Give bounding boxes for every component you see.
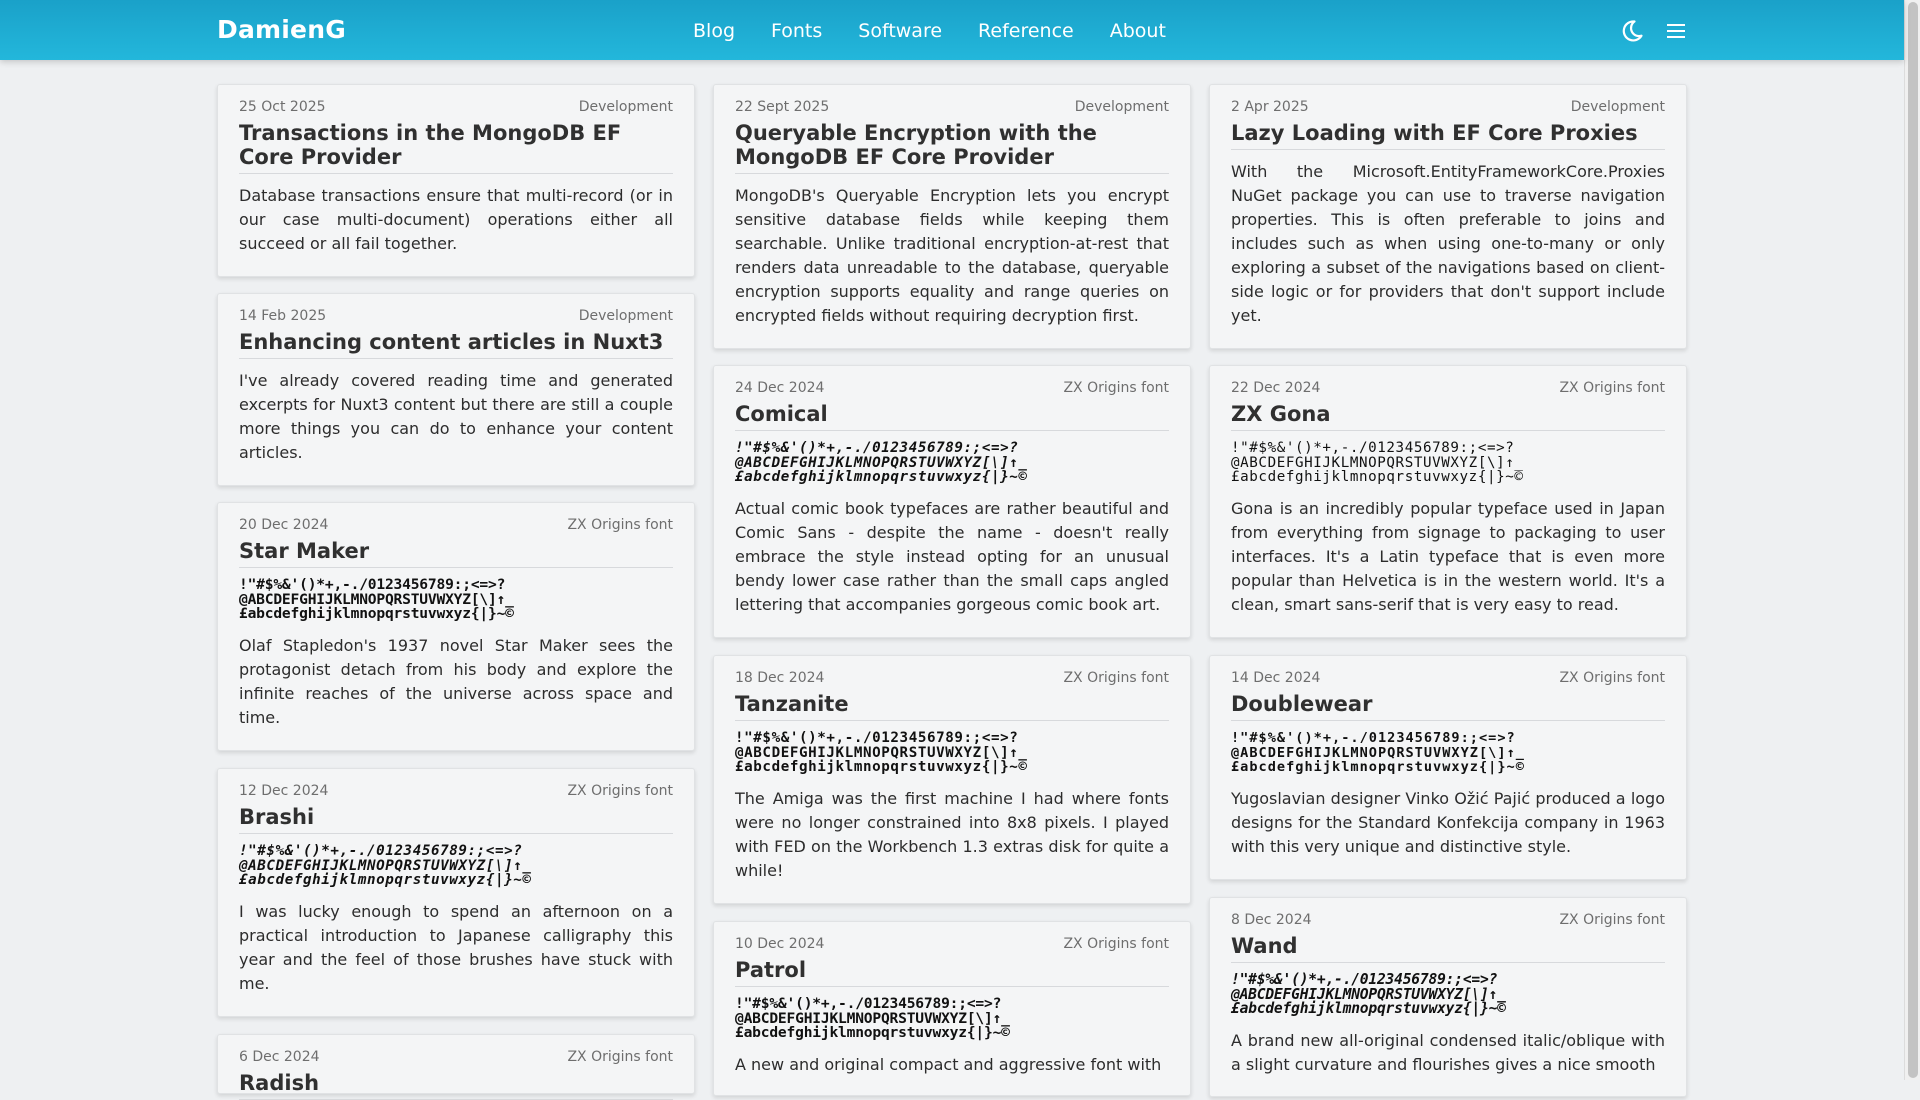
font-preview-image[interactable] [1231,731,1665,775]
font-sample-line: £abcdefghijklmnopqrstuvwxyz{|}~© [239,605,514,622]
menu-button[interactable] [1663,18,1689,44]
post-excerpt: Yugoslavian designer Vinko Ožić Pajić produced a logo designs for the Standard Konfekcija company in 1963 with this very unique and distinctive style. [1231,789,1665,856]
moon-icon [1620,19,1644,43]
post-excerpt: A new and original compact and aggressive font with [735,1055,1162,1074]
post-category[interactable]: ZX Origins font [1559,912,1665,928]
font-preview-image[interactable] [239,844,673,888]
post-title[interactable]: Queryable Encryption with the MongoDB EF Core Provider [735,121,1169,174]
font-sample-line: £abcdefghijklmnopqrstuvwxyz{|}~© [735,1024,1010,1041]
post-excerpt: Database transactions ensure that multi-record (or in our case multi-document) operations either all succeed or all fail together. [239,186,673,253]
font-sample-line: @ABCDEFGHIJKLMNOPQRSTUVWXYZ[\]↑_ [239,857,532,874]
post-category[interactable]: Development [1074,99,1169,115]
post-excerpt: The Amiga was the first machine I had where fonts were no longer constrained into 8x8 pixels. I played with FED on the Workbench 1.3 extras disk for quite a while! [735,789,1169,880]
font-preview-image[interactable] [735,731,1169,775]
page-scrollbar[interactable] [1904,0,1920,1080]
post-date: 10 Dec 2024 [735,936,825,952]
post-date: 14 Dec 2024 [1231,670,1321,686]
font-preview-image[interactable] [735,441,1169,485]
post-date: 12 Dec 2024 [239,783,329,799]
font-sample-line: £abcdefghijklmnopqrstuvwxyz{|}~© [735,759,1028,775]
post-category[interactable]: Development [578,308,673,324]
nav-blog[interactable]: Blog [693,20,735,42]
font-sample-line: @ABCDEFGHIJKLMNOPQRSTUVWXYZ[\]↑_ [1231,454,1524,471]
post-date: 8 Dec 2024 [1231,912,1312,928]
font-sample-line: @ABCDEFGHIJKLMNOPQRSTUVWXYZ[\]↑_ [735,1009,1010,1027]
site-header [0,0,1904,60]
dark-mode-toggle[interactable] [1619,18,1645,44]
post-title[interactable]: Comical [735,402,1169,431]
font-sample-line: £abcdefghijklmnopqrstuvwxyz{|}~© [1231,759,1525,775]
post-category[interactable]: ZX Origins font [1559,380,1665,396]
font-sample-line: !"#$%&'()*+,-./0123456789:;<=>? [239,576,506,593]
post-card[interactable] [217,502,695,751]
post-card[interactable] [217,84,695,277]
font-sample-line: £abcdefghijklmnopqrstuvwxyz{|}~© [1231,1000,1506,1017]
font-sample-line: @ABCDEFGHIJKLMNOPQRSTUVWXYZ[\]↑_ [239,590,514,608]
post-card[interactable] [713,84,1191,349]
post-title[interactable]: Star Maker [239,539,673,568]
post-excerpt: I've already covered reading time and generated excerpts for Nuxt3 content but there are still a couple more things you can do to enhance your content articles. [239,371,673,462]
font-sample-line: !"#$%&'()*+,-./0123456789:;<=>? [735,995,1002,1012]
post-card[interactable] [713,921,1191,1096]
post-title[interactable]: Wand [1231,934,1665,963]
font-sample-line: !"#$%&'()*+,-./0123456789:;<=>? [1231,971,1498,988]
nav-fonts[interactable]: Fonts [771,20,823,42]
post-card[interactable] [217,1034,695,1094]
scrollbar-thumb[interactable] [1908,2,1918,1078]
post-date: 2 Apr 2025 [1231,99,1309,115]
post-date: 24 Dec 2024 [735,380,825,396]
post-date: 22 Dec 2024 [1231,380,1321,396]
font-sample-line: £abcdefghijklmnopqrstuvwxyz{|}~© [735,469,1028,485]
font-preview-image[interactable] [1231,973,1665,1017]
post-card[interactable] [1209,655,1687,880]
font-sample-line: @ABCDEFGHIJKLMNOPQRSTUVWXYZ[\]↑_ [735,454,1028,471]
font-preview-image[interactable] [735,997,1169,1041]
post-card[interactable] [1209,84,1687,349]
post-category[interactable]: Development [578,99,673,115]
nav-about[interactable]: About [1109,20,1166,42]
post-title[interactable]: Radish [239,1071,673,1100]
font-sample-line: @ABCDEFGHIJKLMNOPQRSTUVWXYZ[\]↑_ [1231,985,1506,1003]
post-date: 18 Dec 2024 [735,670,825,686]
post-card[interactable] [713,365,1191,638]
font-preview-image[interactable] [239,578,673,622]
post-card[interactable] [713,655,1191,904]
post-title[interactable]: Brashi [239,805,673,834]
post-excerpt: I was lucky enough to spend an afternoon on a practical introduction to Japanese calligraphy this year and the feel of those brushes have stuck with me. [239,902,673,993]
post-category[interactable]: ZX Origins font [1063,670,1169,686]
post-title[interactable]: ZX Gona [1231,402,1665,431]
post-card[interactable] [1209,365,1687,638]
font-sample-line: @ABCDEFGHIJKLMNOPQRSTUVWXYZ[\]↑_ [735,744,1028,761]
post-title[interactable]: Lazy Loading with EF Core Proxies [1231,121,1665,150]
post-date: 22 Sept 2025 [735,99,830,115]
post-card[interactable] [217,768,695,1017]
post-excerpt: Gona is an incredibly popular typeface used in Japan from everything from signage to packaging to user interfaces. It's a Latin typeface that is even more popular than Helvetica is in the western world. It's a clean, smart sans-serif that is very easy to read. [1231,499,1665,614]
font-preview-image[interactable] [1231,441,1665,485]
nav-software[interactable]: Software [858,20,943,42]
post-title[interactable]: Doublewear [1231,692,1665,721]
brand-logo-link[interactable]: DamienG [217,15,346,44]
font-sample-line: !"#$%&'()*+,-./0123456789:;<=>? [1231,730,1516,746]
hamburger-menu-icon [1665,20,1687,42]
post-title[interactable]: Tanzanite [735,692,1169,721]
post-excerpt: MongoDB's Queryable Encryption lets you encrypt sensitive database fields while keeping them searchable. Unlike traditional encryption-at-rest that renders data unreadable to the database, queryable encryption supports equality and range queries on encrypted fields without requiring decryption first. [735,186,1169,325]
post-card[interactable] [1209,897,1687,1097]
post-excerpt: Actual comic book typefaces are rather beautiful and Comic Sans - despite the name - doesn't really embrace the style instead opting for an unusual bendy lower case rather than the small caps angled lettering that accompanies gorgeous comic book art. [735,499,1169,614]
post-category[interactable]: ZX Origins font [567,1049,673,1065]
font-sample-line: £abcdefghijklmnopqrstuvwxyz{|}~© [1231,469,1524,485]
post-title[interactable]: Transactions in the MongoDB EF Core Provider [239,121,673,174]
post-category[interactable]: Development [1570,99,1665,115]
font-sample-line: !"#$%&'()*+,-./0123456789:;<=>? [735,440,1019,456]
post-excerpt: Olaf Stapledon's 1937 novel Star Maker sees the protagonist detach from his body and explore the infinite reaches of the universe across space and time. [239,636,673,727]
font-sample-line: !"#$%&'()*+,-./0123456789:;<=>? [239,843,523,859]
post-excerpt: A brand new all-original condensed italic/oblique with a slight curvature and flourishes gives a nice smooth [1231,1031,1665,1074]
post-category[interactable]: ZX Origins font [1063,380,1169,396]
main-nav [693,20,1166,42]
post-category[interactable]: ZX Origins font [1559,670,1665,686]
post-title[interactable]: Enhancing content articles in Nuxt3 [239,330,673,359]
post-date: 25 Oct 2025 [239,99,326,115]
post-category[interactable]: ZX Origins font [567,517,673,533]
post-date: 6 Dec 2024 [239,1049,320,1065]
post-category[interactable]: ZX Origins font [567,783,673,799]
font-sample-line: !"#$%&'()*+,-./0123456789:;<=>? [1231,440,1515,456]
post-excerpt: With the Microsoft.EntityFrameworkCore.Proxies NuGet package you can use to traverse navigation properties. This is often preferable to joins and includes such as when using one-to-many or only exploring a subset of the navigations based on client-side logic or for providers that don't support include yet. [1231,162,1665,325]
font-sample-line: !"#$%&'()*+,-./0123456789:;<=>? [735,730,1019,746]
nav-reference[interactable]: Reference [978,20,1074,42]
post-category[interactable]: ZX Origins font [1063,936,1169,952]
post-card[interactable] [217,293,695,486]
font-sample-line: £abcdefghijklmnopqrstuvwxyz{|}~© [239,872,532,888]
post-title[interactable]: Patrol [735,958,1169,987]
font-sample-line: @ABCDEFGHIJKLMNOPQRSTUVWXYZ[\]↑_ [1231,744,1525,761]
post-date: 14 Feb 2025 [239,308,327,324]
post-date: 20 Dec 2024 [239,517,329,533]
